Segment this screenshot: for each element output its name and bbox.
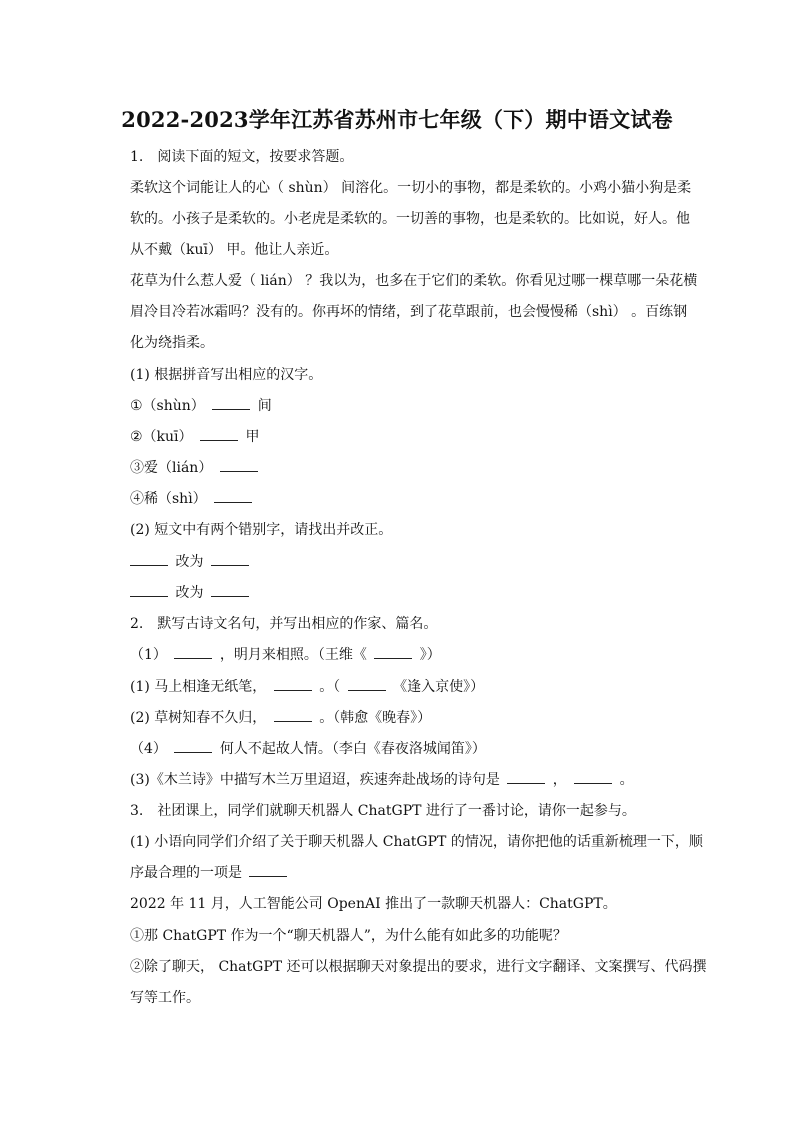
- answer-blank[interactable]: [220, 459, 258, 472]
- q1-passage-line-5: 眉冷目冷若冰霜吗？没有的。你再坏的情绪，到了花草跟前，也会慢慢稀（shì） 。百练钢: [130, 304, 688, 320]
- q1-item-4: [130, 488, 700, 508]
- answer-blank[interactable]: [211, 584, 249, 597]
- q2-line-1-part-b: ，明月来相照。（王维《: [219, 647, 367, 663]
- q2-heading: 2. 默写古诗文名句，并写出相应的作家、篇名。: [130, 616, 438, 632]
- q2-line-1-part-a: （1）: [130, 647, 167, 663]
- answer-blank[interactable]: [174, 740, 212, 753]
- q2-line-4-part-b: 何人不起故人情。（李白《春夜洛城闻笛》）: [219, 741, 486, 757]
- q1-passage-line-6: 化为绕指柔。: [130, 335, 214, 351]
- q3-intro: 2022 年 11 月，人工智能公司 OpenAI 推出了一款聊天机器人：ChatGPT。: [130, 896, 617, 912]
- q1-item-1-prompt: ①（shùn）: [130, 398, 205, 414]
- q3-heading: 3. 社团课上，同学们就聊天机器人 ChatGPT 进行了一番讨论，请你一起参与。: [130, 803, 636, 819]
- q2-line-1: [130, 644, 700, 664]
- q1-passage-line-3: 从不戴（kuī） 甲。他让人亲近。: [130, 242, 339, 258]
- q2-line-1-part-c: 》）: [419, 647, 441, 663]
- q2-line-3: [130, 707, 700, 727]
- q1-item-1-suffix: 间: [257, 398, 272, 414]
- q2-line-3-part-a: (2) 草树知春不久归，: [130, 710, 267, 726]
- answer-blank[interactable]: [574, 771, 612, 784]
- q1-correction-2: [130, 582, 700, 602]
- change-label: 改为: [175, 585, 204, 601]
- q1-item-1: [130, 395, 700, 415]
- q1-item-4-prompt: ④稀（shì）: [130, 491, 207, 507]
- q2-line-2-part-c: 《逢入京使》）: [393, 679, 485, 695]
- answer-blank[interactable]: [274, 678, 312, 691]
- answer-blank[interactable]: [214, 490, 252, 503]
- q2-line-5: [130, 769, 700, 789]
- q1-sub1: (1) 根据拼音写出相应的汉字。: [130, 367, 323, 383]
- answer-blank[interactable]: [348, 678, 386, 691]
- q2-line-5-part-c: 。: [619, 772, 634, 788]
- answer-blank[interactable]: [212, 397, 250, 410]
- q2-line-3-part-b: 。（韩愈《晚春》）: [319, 710, 432, 726]
- q2-line-5-part-b: ，: [552, 772, 567, 788]
- q1-heading: 1. 阅读下面的短文，按要求答题。: [130, 149, 354, 165]
- q2-line-5-part-a: (3)《木兰诗》中描写木兰万里迢迢，疾速奔赴战场的诗句是: [130, 772, 500, 788]
- q1-item-2-prompt: ②（kuī）: [130, 429, 193, 445]
- answer-blank[interactable]: [200, 428, 238, 441]
- q1-passage-line-1: 柔软这个词能让人的心（ shùn） 间溶化。一切小的事物，都是柔软的。小鸡小猫小狗是柔: [130, 180, 692, 196]
- q3-item-2-line-2: 写等工作。: [130, 990, 200, 1006]
- q3-item-1: ①那 ChatGPT 作为一个“聊天机器人”，为什么能有如此多的功能呢？: [130, 928, 567, 944]
- q2-line-4: [130, 738, 700, 758]
- answer-blank[interactable]: [130, 553, 168, 566]
- answer-blank[interactable]: [374, 646, 412, 659]
- q3-sub1-line-1: (1) 小语向同学们介绍了关于聊天机器人 ChatGPT 的情况，请你把他的话重新梳理一下，顺: [130, 834, 703, 850]
- answer-blank[interactable]: [249, 864, 287, 877]
- q1-item-3-prompt: ③爱（lián）: [130, 460, 213, 476]
- answer-blank[interactable]: [211, 553, 249, 566]
- answer-blank[interactable]: [130, 584, 168, 597]
- q3-item-2-line-1: ②除了聊天， ChatGPT 还可以根据聊天对象提出的要求，进行文字翻译、文案撰写、代码撰: [130, 959, 707, 975]
- q3-sub1-line-2: [130, 862, 700, 882]
- q2-line-2-part-a: (1) 马上相逢无纸笔，: [130, 679, 267, 695]
- q1-sub2: (2) 短文中有两个错别字，请找出并改正。: [130, 522, 393, 538]
- answer-blank[interactable]: [507, 771, 545, 784]
- q1-item-2-suffix: 甲: [245, 429, 260, 445]
- q2-line-2-part-b: 。（: [319, 679, 341, 695]
- exam-title: 2022-2023学年江苏省苏州市七年级（下）期中语文试卷: [121, 107, 673, 132]
- answer-blank[interactable]: [274, 709, 312, 722]
- q1-correction-1: [130, 551, 700, 571]
- q1-item-2: [130, 426, 700, 446]
- q1-item-3: [130, 457, 700, 477]
- answer-blank[interactable]: [174, 646, 212, 659]
- q2-line-4-part-a: （4）: [130, 741, 167, 757]
- q1-passage-line-4: 花草为什么惹人爱（ lián） ？我以为，也多在于它们的柔软。你看见过哪一棵草哪一朵花横: [130, 273, 698, 289]
- q1-passage-line-2: 软的。小孩子是柔软的。小老虎是柔软的。一切善的事物，也是柔软的。比如说，好人。他: [130, 211, 690, 227]
- change-label: 改为: [175, 554, 204, 570]
- q2-line-2: [130, 676, 700, 696]
- q3-sub1-prompt: 序最合理的一项是: [130, 865, 242, 881]
